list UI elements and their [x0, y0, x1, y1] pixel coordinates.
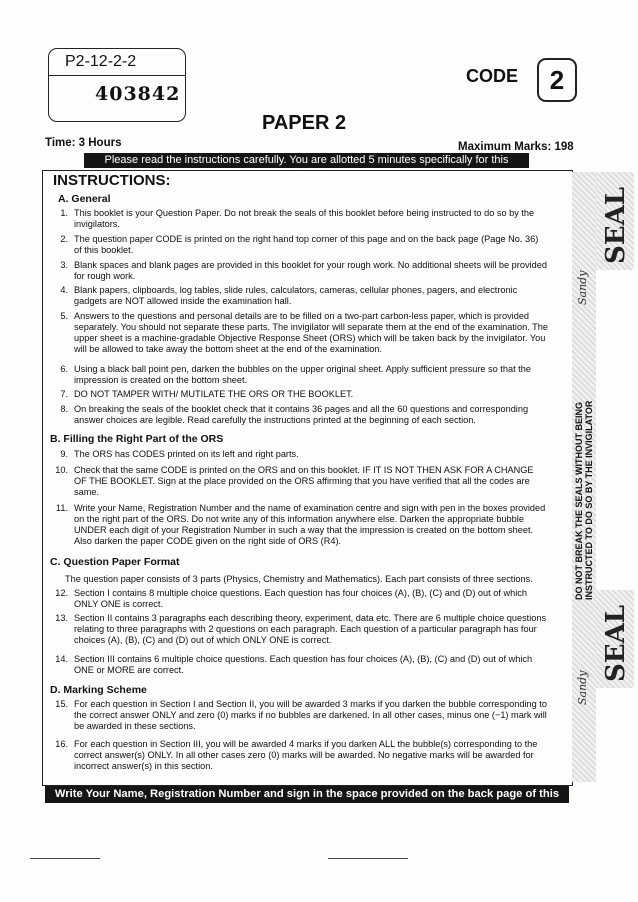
top-seal-label: SEAL [601, 186, 631, 264]
instruction-item: 2. The question paper CODE is printed on the right hand top corner of this page and on the back page (Page No. 36) of this booklet. [60, 234, 539, 255]
back-page-banner: Write Your Name, Registration Number and sign in the space provided on the back page of this booklet. [45, 786, 569, 803]
instruction-item: 8. On breaking the seals of the booklet check that it contains 36 pages and all the 60 questions and corresponding answer choices are legible. Read carefully the instructions printed at the beginning of each section. [60, 404, 529, 425]
instruction-item: 6. Using a black ball point pen, darken the bubbles on the upper original sheet. Apply sufficient pressure so that the impression is created on the bottom sheet. [60, 364, 531, 385]
paper-code: P2-12-2-2 [65, 53, 137, 70]
footer-rule-left [30, 858, 100, 859]
seal-warning-text-1: DO NOT BREAK THE SEALS WITHOUT BEING [574, 402, 584, 600]
instruction-item: 5. Answers to the questions and personal details are to be filled on a two-part carbon-less paper, which is provided separately. You should not separate these parts. The invigilator will separate them at the end of the examination. The upper sheet is a machine-gradable Objective Response Sheet (ORS) which will be taken back by the invigilator. You will be allowed to take away the bottom sheet at the end of the examination. [60, 311, 548, 354]
instruction-item: 11. Write your Name, Registration Number and the name of examination centre and sign with pen in the boxes provided on the right part of the ORS. Do not write any of this information anywhere else. Darken the appropriate bubble UNDER each digit of your Registration Number in such a way that the impression is created on the bottom sheet. Also darken the paper CODE given on the right side of ORS (R4). [55, 503, 546, 546]
signature-top: Sandy [576, 270, 589, 305]
seal-warning-text-2: INSTRUCTED TO DO SO BY THE INVIGILATOR [584, 400, 594, 600]
bottom-seal [596, 590, 634, 688]
instruction-item: 16. For each question in Section III, you will be awarded 4 marks if you darken ALL the bubble(s) corresponding to the correct answer(s) ONLY. In all other cases zero (0) marks will be awarded. No negative marks will be awarded for incorrect answer(s) in this section. [55, 739, 538, 771]
read-instructions-banner: Please read the instructions carefully. You are allotted 5 minutes specifically for this purpose. [84, 153, 529, 168]
bottom-seal-label: SEAL [601, 604, 631, 682]
code-label: CODE [466, 66, 519, 86]
instructions-heading: INSTRUCTIONS: [53, 172, 171, 189]
paper-title: PAPER 2 [262, 112, 347, 134]
instruction-item: 7. DO NOT TAMPER WITH/ MUTILATE THE ORS OR THE BOOKLET. [60, 389, 354, 399]
instruction-item: 1. This booklet is your Question Paper. Do not break the seals of this booklet before being instructed to do so by the invigilators. [60, 208, 535, 229]
section-c-heading: C. Question Paper Format [50, 556, 180, 568]
paper-code-box [48, 48, 186, 122]
section-d-heading: D. Marking Scheme [50, 684, 147, 696]
section-a-heading: A. General [58, 193, 111, 205]
code-value: 2 [537, 58, 577, 102]
instruction-item: 13. Section II contains 3 paragraphs each describing theory, experiment, data etc. There are 6 multiple choice questions relating to three paragraphs with 2 questions on each paragraph. Each question of a particular paragraph has four choices (A), (B), (C) and (D) out of which ONLY ONE is correct. [55, 613, 547, 645]
instruction-item: 9. The ORS has CODES printed on its left and right parts. [60, 449, 299, 459]
instruction-item: 3. Blank spaces and blank pages are provided in this booklet for your rough work. No additional sheets will be provided for rough work. [60, 260, 547, 281]
time-label: Time: 3 Hours [45, 137, 122, 149]
max-marks-label: Maximum Marks: 198 [458, 141, 574, 153]
code-box-divider [49, 75, 185, 76]
booklet-number: 403842 [95, 83, 181, 105]
instruction-item: 4. Blank papers, clipboards, log tables, slide rules, calculators, cameras, cellular phones, pagers, and electronic gadgets are NOT allowed inside the examination hall. [60, 285, 518, 306]
signature-bottom: Sandy [576, 670, 589, 705]
instruction-item: 15. For each question in Section I and Section II, you will be awarded 3 marks if you darken the bubble corresponding to the correct answer ONLY and zero (0) marks if no bubbles are darkened. In all other cases, minus one (−1) mark will be awarded in these sections. [55, 699, 547, 731]
section-b-heading: B. Filling the Right Part of the ORS [50, 433, 224, 445]
section-c-intro: The question paper consists of 3 parts (Physics, Chemistry and Mathematics). Each part consists of three sections. [65, 574, 533, 584]
top-seal [596, 172, 634, 270]
instruction-item: 14. Section III contains 6 multiple choice questions. Each question has four choices (A), (B), (C) and (D) out of which ONE or MORE are correct. [55, 654, 533, 675]
instruction-item: 12. Section I contains 8 multiple choice questions. Each question has four choices (A), (B), (C) and (D) out of which ONLY ONE is correct. [55, 588, 527, 609]
instruction-item: 10. Check that the same CODE is printed on the ORS and on this booklet. IF IT IS NOT THEN ASK FOR A CHANGE OF THE BOOKLET. Sign at the place provided on the ORS affirming that you have verified that all the codes are same. [55, 465, 534, 497]
footer-rule-right [328, 858, 408, 859]
